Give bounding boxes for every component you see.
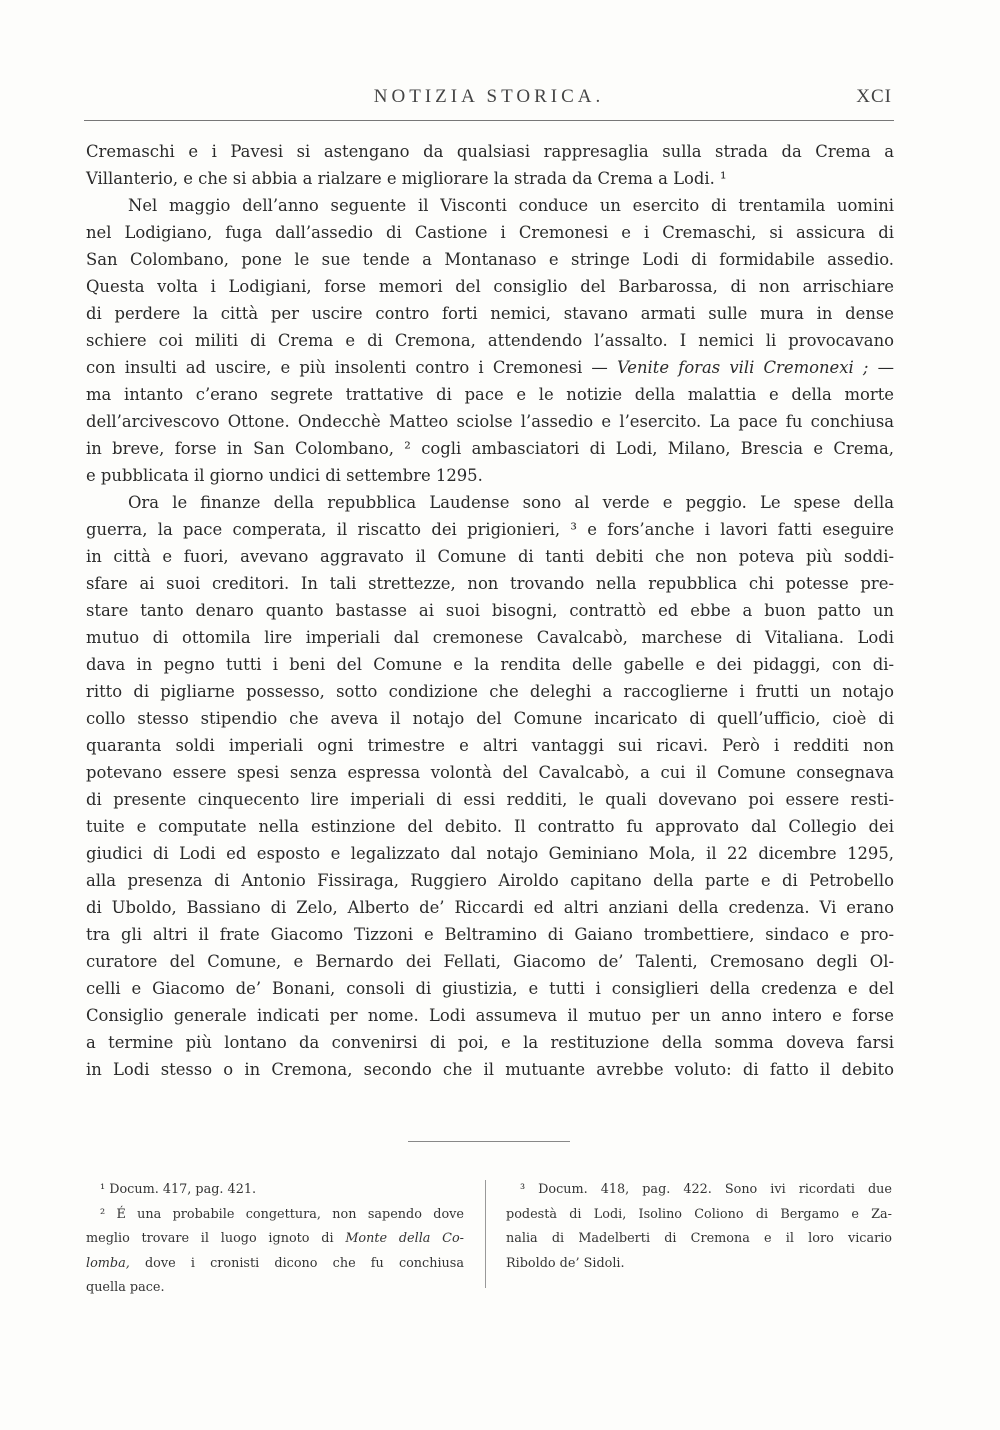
footnote-separator: [408, 1141, 570, 1142]
text-line: nel Lodigiano, fuga dall’assedio di Castione i Cremonesi e i Cremaschi, si assicura di: [86, 223, 894, 242]
footnote-line: [86, 1227, 464, 1252]
footnote-italic-place-end: lomba,: [86, 1255, 130, 1271]
text-line: ma intanto c’erano segrete trattative di pace e le notizie della malattia e della morte: [86, 385, 894, 404]
text-line: dell’arcivescovo Ottone. Ondecchè Matteo sciolse l’assedio e l’esercito. La pace fu conchiusa: [86, 412, 894, 431]
footnote-line: ³ Docum. 418, pag. 422. Sono ivi ricordati due: [520, 1182, 892, 1197]
text-line: guerra, la pace comperata, il riscatto dei prigionieri, ³ e fors’anche i lavori fatti eseguire: [86, 520, 894, 539]
text-line: tuite e computate nella estinzione del debito. Il contratto fu approvato dal Collegio dei: [86, 817, 894, 836]
text-line: collo stesso stipendio che aveva il notajo del Comune incaricato di quell’ufficio, cioè di: [86, 709, 894, 728]
text-line-trailer: —: [868, 358, 894, 377]
text-line: di presente cinquecento lire imperiali di essi redditi, le quali dovevano poi essere resti-: [86, 790, 894, 809]
text-line: mutuo di ottomila lire imperiali dal cremonese Cavalcabò, marchese di Vitaliana. Lodi: [86, 628, 894, 647]
text-line: celli e Giacomo de’ Bonani, consoli di giustizia, e tutti i consiglieri della credenza e del: [86, 979, 894, 998]
footnote-line: podestà di Lodi, Isolino Coliono di Bergamo e Za-: [506, 1206, 892, 1222]
text-line: in Lodi stesso o in Cremona, secondo che il mutuante avrebbe voluto: di fatto il debito: [86, 1060, 894, 1079]
body-text: [86, 138, 894, 1083]
footnote-line: ² É una probabile congettura, non sapendo dove: [100, 1206, 464, 1222]
footnote-column-divider: [485, 1180, 486, 1288]
text-line: di Uboldo, Bassiano di Zelo, Alberto de’ Riccardi ed altri anziani della credenza. Vi erano: [86, 898, 894, 917]
text-line: San Colombano, pone le sue tende a Montanaso e stringe Lodi di formidabile assedio.: [86, 250, 894, 269]
footnote-italic-place: Monte della Co-: [345, 1231, 464, 1246]
text-line: giudici di Lodi ed esposto e legalizzato dal notajo Geminiano Mola, il 22 dicembre 1295,: [86, 844, 894, 863]
text-line: di perdere la città per uscire contro forti nemici, stavano armati sulle mura in dense: [86, 304, 894, 323]
footnote-line: ¹ Docum. 417, pag. 421.: [100, 1182, 257, 1197]
text-line: dava in pegno tutti i beni del Comune e la rendita delle gabelle e dei pidaggi, con di-: [86, 655, 894, 674]
text-line: Nel maggio dell’anno seguente il Visconti conduce un esercito di trentamila uomini: [128, 196, 894, 215]
footnote-line-lead: meglio trovare il luogo ignoto di: [86, 1231, 346, 1246]
running-title: NOTIZIA STORICA.: [373, 86, 605, 107]
text-line: sfare ai suoi creditori. In tali strettezze, non trovando nella repubblica chi potesse pre-: [86, 574, 894, 593]
text-line: Questa volta i Lodigiani, forse memori del consiglio del Barbarossa, di non arrischiare: [86, 277, 894, 296]
text-line-with-italic: [86, 354, 894, 381]
footnotes-right-column: [506, 1178, 892, 1276]
text-line: alla presenza di Antonio Fissiraga, Ruggiero Airoldo capitano della parte e di Petrobello: [86, 871, 894, 890]
text-line: quaranta soldi imperiali ogni trimestre e altri vantaggi sui ricavi. Però i redditi non: [86, 736, 894, 755]
footnote-line-rest: dove i cronisti dicono che fu conchiusa: [129, 1255, 464, 1271]
footnotes-left-column: [86, 1178, 464, 1301]
footnote-line: Riboldo de’ Sidoli.: [506, 1255, 625, 1271]
text-line: schiere coi militi di Crema e di Cremona, attendendo l’assalto. I nemici li provocavano: [86, 331, 894, 350]
header-rule: [84, 120, 894, 121]
text-line: Cremaschi e i Pavesi si astengano da qualsiasi rappresaglia sulla strada da Crema a: [86, 142, 894, 161]
text-line: a termine più lontano da convenirsi di poi, e la restituzione della somma doveva farsi: [86, 1033, 894, 1052]
text-line: Ora le finanze della repubblica Laudense sono al verde e peggio. Le spese della: [128, 493, 894, 512]
text-line: in breve, forse in San Colombano, ² cogli ambasciatori di Lodi, Milano, Brescia e Crema,: [86, 439, 894, 458]
text-line: e pubblicata il giorno undici di settembre 1295.: [86, 466, 483, 485]
footnote-line: quella pace.: [86, 1280, 165, 1295]
footnote-line: nalia di Madelberti di Cremona e il loro vicario: [506, 1231, 892, 1246]
text-line: Consiglio generale indicati per nome. Lodi assumeva il mutuo per un anno intero e forse: [86, 1006, 894, 1025]
text-line-lead: con insulti ad uscire, e più insolenti contro i Cremonesi —: [86, 358, 617, 377]
text-line: in città e fuori, avevano aggravato il Comune di tanti debiti che non poteva più soddi-: [86, 547, 894, 566]
page-header: [84, 80, 894, 120]
text-line: tra gli altri il frate Giacomo Tizzoni e Beltramino di Gaiano trombettiere, sindaco e pro-: [86, 925, 894, 944]
italic-quote: Venite foras vili Cremonexi ;: [616, 358, 869, 377]
text-line: potevano essere spesi senza espressa volontà del Cavalcabò, a cui il Comune consegnava: [86, 763, 894, 782]
text-line: curatore del Comune, e Bernardo dei Fellati, Giacomo de’ Talenti, Cremosano degli Ol-: [86, 952, 894, 971]
text-line: Villanterio, e che si abbia a rialzare e migliorare la strada da Crema a Lodi. ¹: [86, 169, 727, 188]
text-line: stare tanto denaro quanto bastasse ai suoi bisogni, contrattò ed ebbe a buon patto un: [86, 601, 894, 620]
footnote-line: [86, 1252, 464, 1277]
text-line: ritto di pigliarne possesso, sotto condizione che deleghi a raccoglierne i frutti un notajo: [86, 682, 894, 701]
page-number: XCI: [856, 86, 892, 107]
